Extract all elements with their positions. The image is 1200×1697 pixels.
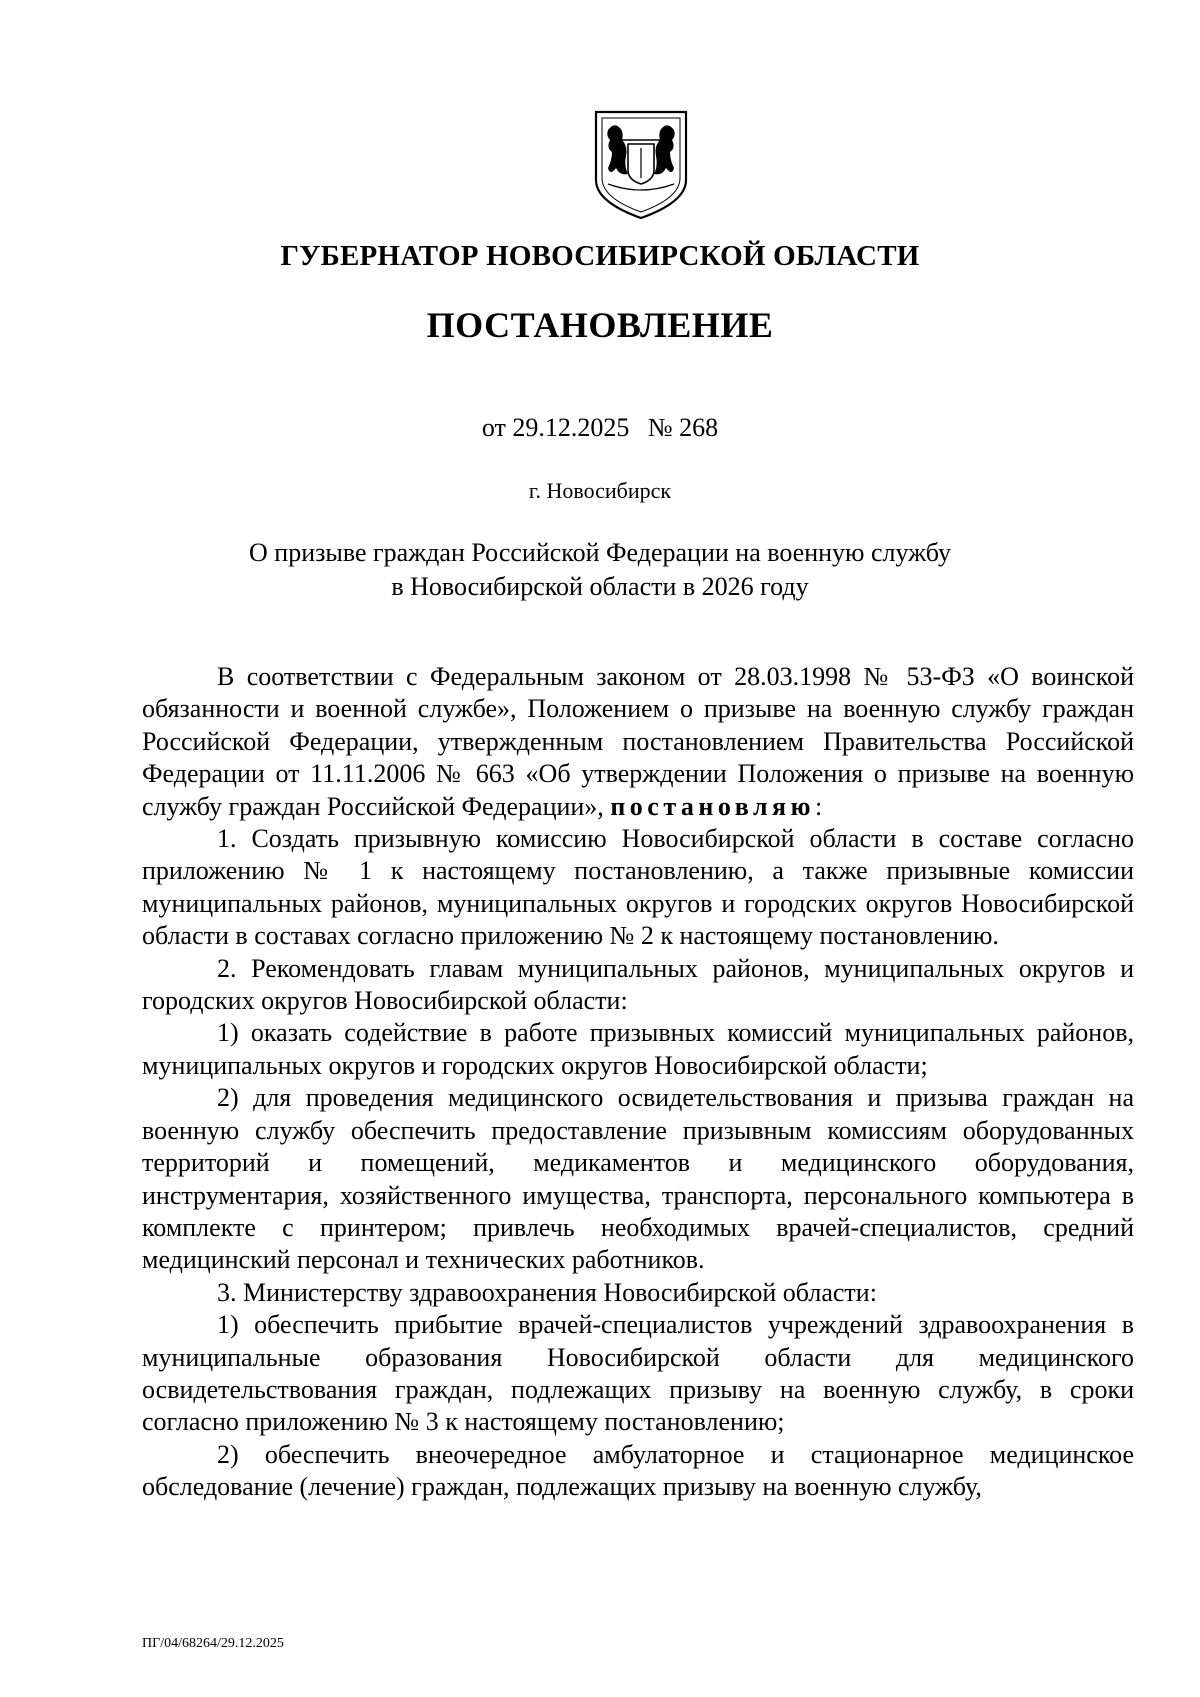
document-registration-code: ПГ/04/68264/29.12.2025	[142, 1636, 284, 1651]
organization-title: ГУБЕРНАТОР НОВОСИБИРСКОЙ ОБЛАСТИ	[280, 240, 920, 272]
preamble-paragraph	[142, 661, 1134, 823]
document-type-title: ПОСТАНОВЛЕНИЕ	[426, 305, 774, 345]
paragraph-3-2: 2) обеспечить внеочередное амбулаторное и стационарное медицинское обследование (лечение) граждан, подлежащих призыву на военную службу,	[142, 1439, 1134, 1502]
paragraph-2-2: 2) для проведения медицинского освидетельствования и призыва граждан на военную службу обеспечить предоставление призывным комиссиям оборудованных территорий и помещений, медикаментов и медицинского оборудования, инструментария, хозяйственного имущества, транспорта, персонального компьютера в комплекте с принтером; привлечь необходимых врачей-специалистов, средний медицинский персонал и технических работников.	[142, 1083, 1134, 1275]
paragraph-2: 2. Рекомендовать главам муниципальных районов, муниципальных округов и городских округов Новосибирской области:	[142, 953, 1134, 1016]
paragraph-1: 1. Создать призывную комиссию Новосибирской области в составе согласно приложению № 1 к настоящему постановлению, а также призывные комиссии муниципальных районов, муниципальных округов и городских округов Новосибирской области в составах согласно приложению № 2 к настоящему постановлению.	[142, 824, 1134, 951]
document-subject	[200, 536, 1000, 604]
decree-colon: :	[814, 791, 823, 821]
decree-word: постановляю	[610, 791, 815, 821]
document-body	[142, 661, 1134, 1504]
paragraph-3-1: 1) обеспечить прибытие врачей-специалистов учреждений здравоохранения в муниципальные образования Новосибирской области для медицинского освидетельствования граждан, подлежащих призыву на военную службу, в сроки согласно приложению № 3 к настоящему постановлению;	[142, 1310, 1134, 1437]
document-number: № 268	[647, 413, 719, 442]
document-date: от 29.12.2025	[481, 413, 630, 442]
preamble-text: В соответствии с Федеральным законом от 28.03.1998 № 53-ФЗ «О воинской обязанности и военной службе», Положением о призыве на военную службу граждан Российской Федерации, утвержденным постановлением Правительства Российской Федерации от 11.11.2006 № 663 «Об утверждении Положения о призыве на военную службу граждан Российской Федерации»,	[142, 662, 1134, 821]
paragraph-3: 3. Министерству здравоохранения Новосибирской области:	[217, 1277, 877, 1307]
subject-line-1: О призыве граждан Российской Федерации на военную службу	[249, 538, 951, 567]
date-number-line	[0, 413, 1200, 443]
paragraph-2-1: 1) оказать содействие в работе призывных комиссий муниципальных районов, муниципальных округов и городских округов Новосибирской области;	[142, 1018, 1134, 1080]
subject-line-2: в Новосибирской области в 2026 году	[391, 572, 809, 601]
city-label: г. Новосибирск	[528, 478, 672, 503]
novosibirsk-coat-of-arms-icon	[594, 110, 688, 220]
